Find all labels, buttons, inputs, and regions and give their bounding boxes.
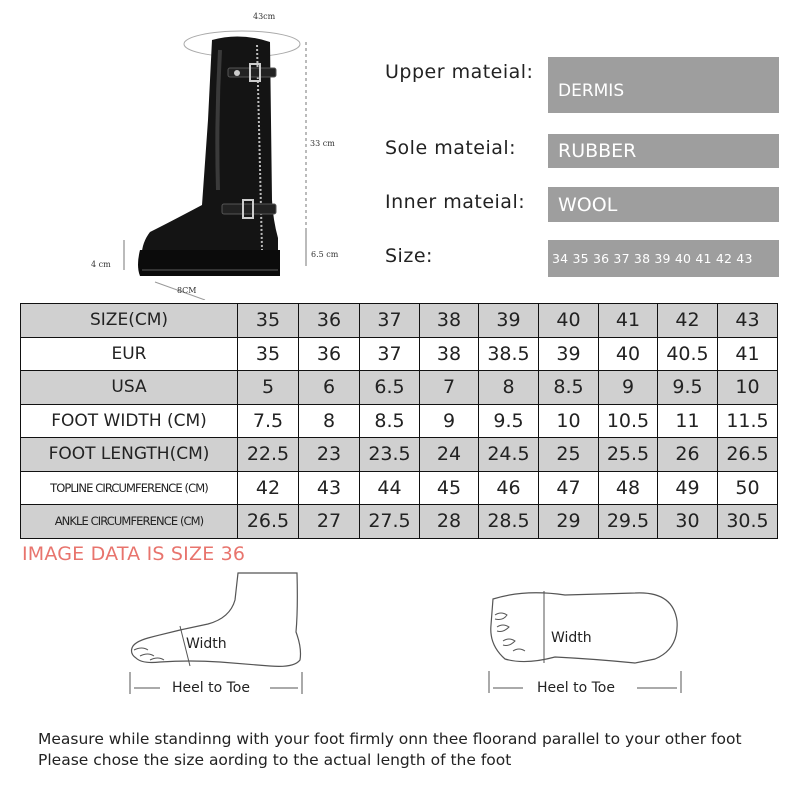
size-chart-row-label: TOPLINE CIRCUMFERENCE (CM)	[21, 471, 238, 505]
side-length-label: Heel to Toe	[172, 680, 250, 696]
size-chart-row	[21, 371, 778, 405]
size-chart-table	[20, 303, 778, 539]
size-chart-cell: 38.5	[479, 337, 539, 371]
boot-image	[80, 0, 350, 300]
size-chart-cell: 28	[420, 505, 479, 539]
size-chart-row-label: ANKLE CIRCUMFERENCE (CM)	[21, 505, 238, 539]
size-chart-row	[21, 505, 778, 539]
size-chart-row-label: EUR	[21, 337, 238, 371]
size-chart-cell: 37	[360, 304, 420, 338]
size-chart-cell: 27.5	[360, 505, 420, 539]
size-chart-cell: 45	[420, 471, 479, 505]
size-chart-cell: 46	[479, 471, 539, 505]
size-chart-cell: 47	[539, 471, 599, 505]
size-chart-cell: 9	[599, 371, 658, 405]
inner-material-label: Inner mateial:	[385, 191, 526, 213]
boot-heel-dimension: 4 cm	[91, 260, 111, 269]
size-chart-cell: 9.5	[658, 371, 718, 405]
size-chart-cell: 50	[718, 471, 778, 505]
size-chart-cell: 41	[718, 337, 778, 371]
size-chart-cell: 29	[539, 505, 599, 539]
size-chart-cell: 44	[360, 471, 420, 505]
upper-material-label: Upper mateial:	[385, 61, 534, 83]
size-chart-cell: 8.5	[539, 371, 599, 405]
size-chart-row	[21, 404, 778, 438]
size-chart-cell: 6.5	[360, 371, 420, 405]
size-chart-cell: 8	[299, 404, 360, 438]
size-chart-cell: 38	[420, 304, 479, 338]
size-chart-cell: 9	[420, 404, 479, 438]
size-chart-cell: 22.5	[238, 438, 299, 472]
boot-illustration	[80, 0, 350, 300]
size-chart-cell: 25	[539, 438, 599, 472]
size-chart-cell: 10	[718, 371, 778, 405]
size-chart-cell: 5	[238, 371, 299, 405]
size-chart-cell: 23	[299, 438, 360, 472]
size-chart-cell: 42	[658, 304, 718, 338]
image-size-note: IMAGE DATA IS SIZE 36	[22, 543, 246, 565]
size-chart-row	[21, 304, 778, 338]
instruction-line-1: Measure while standinng with your foot firmly onn thee floorand parallel to your other foot	[38, 730, 742, 748]
size-chart-cell: 30	[658, 505, 718, 539]
size-chart-cell: 24.5	[479, 438, 539, 472]
size-chart-row	[21, 438, 778, 472]
boot-top-dimension: 43cm	[253, 12, 276, 21]
size-chart-cell: 35	[238, 304, 299, 338]
size-chart-row	[21, 471, 778, 505]
size-chart-cell: 26.5	[238, 505, 299, 539]
size-chart-cell: 10	[539, 404, 599, 438]
boot-sole-dimension: 8CM	[177, 286, 197, 295]
size-chart-row-label: SIZE(CM)	[21, 304, 238, 338]
size-chart-cell: 26.5	[718, 438, 778, 472]
size-chart-row	[21, 337, 778, 371]
size-chart-cell: 40	[599, 337, 658, 371]
boot-platform-dimension: 6.5 cm	[311, 250, 339, 259]
size-chart-cell: 30.5	[718, 505, 778, 539]
sole-material-value: RUBBER	[548, 134, 779, 168]
size-chart-cell: 35	[238, 337, 299, 371]
size-range-label: Size:	[385, 245, 433, 267]
size-chart-cell: 24	[420, 438, 479, 472]
size-chart-cell: 37	[360, 337, 420, 371]
size-chart-cell: 36	[299, 337, 360, 371]
size-chart-cell: 10.5	[599, 404, 658, 438]
size-chart-cell: 9.5	[479, 404, 539, 438]
size-chart-cell: 40.5	[658, 337, 718, 371]
size-chart-row-label: FOOT LENGTH(CM)	[21, 438, 238, 472]
top-length-label: Heel to Toe	[537, 680, 615, 696]
size-chart-cell: 29.5	[599, 505, 658, 539]
size-chart-cell: 8	[479, 371, 539, 405]
size-chart-cell: 27	[299, 505, 360, 539]
side-foot-outline	[132, 573, 301, 666]
size-chart-cell: 23.5	[360, 438, 420, 472]
top-foot-diagram	[485, 585, 685, 700]
size-range-value: 34 35 36 37 38 39 40 41 42 43	[548, 240, 779, 277]
side-width-label: Width	[186, 636, 227, 652]
size-chart-cell: 42	[238, 471, 299, 505]
size-chart-cell: 11.5	[718, 404, 778, 438]
inner-material-value: WOOL	[548, 187, 779, 222]
size-chart-cell: 7	[420, 371, 479, 405]
side-foot-diagram	[120, 570, 310, 700]
size-chart-cell: 39	[539, 337, 599, 371]
size-chart-row-label: USA	[21, 371, 238, 405]
upper-material-value: DERMIS	[548, 57, 779, 113]
size-chart-cell: 40	[539, 304, 599, 338]
size-chart-cell: 28.5	[479, 505, 539, 539]
size-chart-cell: 7.5	[238, 404, 299, 438]
size-chart-row-label: FOOT WIDTH (CM)	[21, 404, 238, 438]
size-chart-cell: 48	[599, 471, 658, 505]
sole-material-label: Sole mateial:	[385, 137, 517, 159]
size-chart-cell: 8.5	[360, 404, 420, 438]
size-chart-cell: 36	[299, 304, 360, 338]
size-chart-cell: 43	[718, 304, 778, 338]
size-chart-cell: 25.5	[599, 438, 658, 472]
size-chart-cell: 43	[299, 471, 360, 505]
size-chart-cell: 11	[658, 404, 718, 438]
size-chart-cell: 49	[658, 471, 718, 505]
size-chart-cell: 38	[420, 337, 479, 371]
size-chart-cell: 6	[299, 371, 360, 405]
top-width-label: Width	[551, 630, 592, 646]
size-chart-body	[21, 304, 778, 539]
size-chart-cell: 26	[658, 438, 718, 472]
boot-height-dimension: 33 cm	[310, 139, 335, 148]
top-foot-outline	[491, 593, 677, 663]
size-chart-cell: 39	[479, 304, 539, 338]
size-chart-cell: 41	[599, 304, 658, 338]
instruction-line-2: Please chose the size aording to the actual length of the foot	[38, 751, 512, 769]
